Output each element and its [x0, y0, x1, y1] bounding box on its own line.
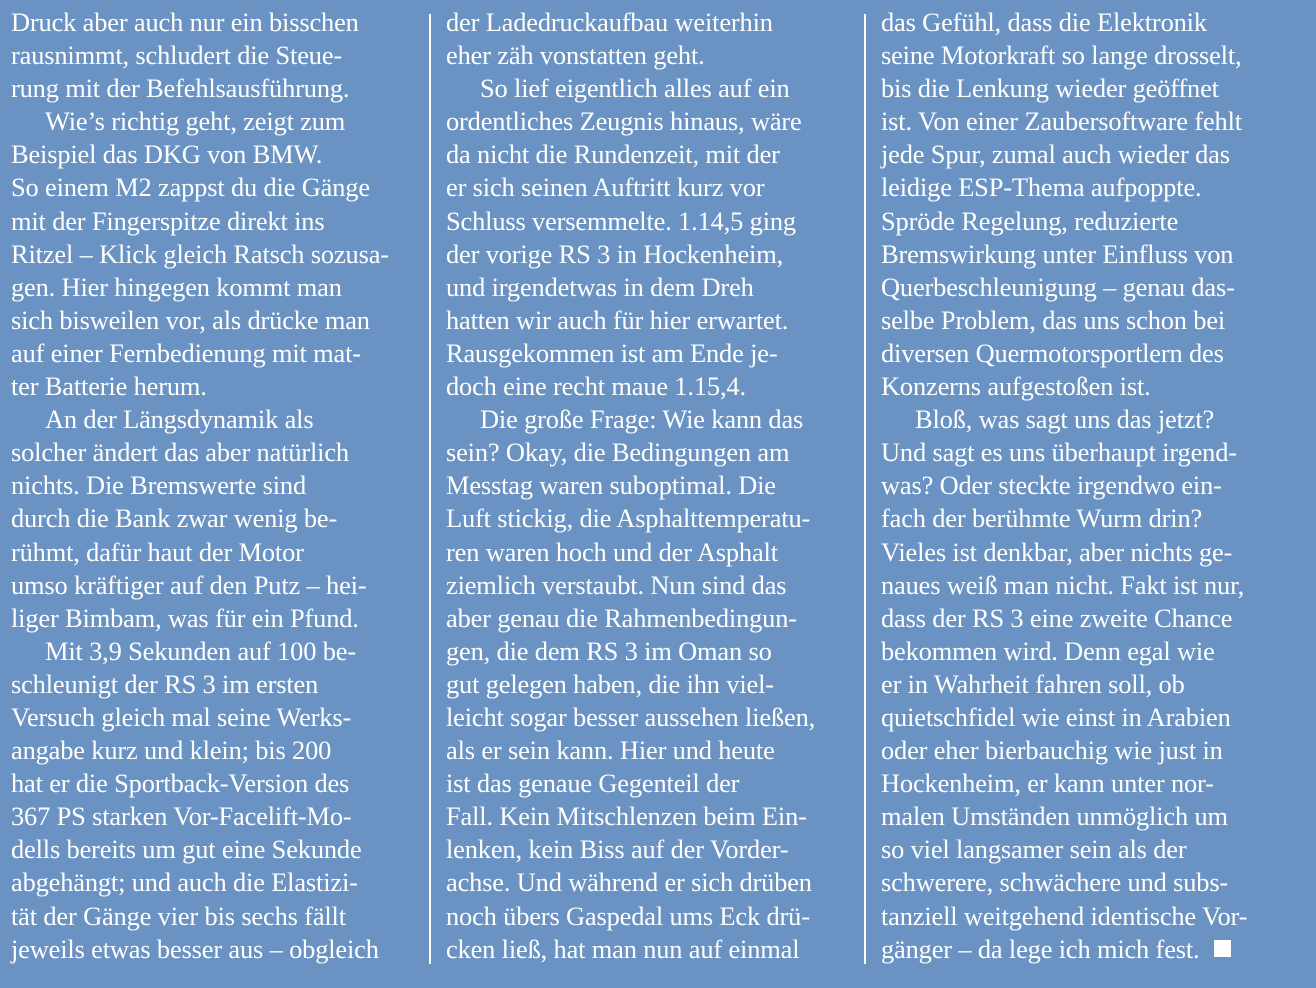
text-line-content: ordentliches Zeugnis hinaus, wäre [446, 106, 802, 137]
text-line [11, 337, 419, 370]
text-line-content: der vorige RS 3 in Hockenheim, [446, 238, 784, 269]
text-line [881, 900, 1289, 933]
text-line-content: schwerere, schwächere und subs- [881, 867, 1229, 898]
text-line-content: lenken, kein Biss auf der Vorder- [446, 834, 789, 865]
text-line [11, 436, 419, 469]
text-line-content: solcher ändert das aber natürlich [11, 437, 349, 468]
text-column-2 [446, 6, 854, 966]
text-line [446, 138, 854, 171]
text-line [446, 105, 854, 138]
text-line-content: leidige ESP-Thema aufpoppte. [881, 172, 1202, 203]
text-line [11, 767, 419, 800]
text-line [881, 536, 1289, 569]
text-line-content: Bremswirkung unter Einfluss von [881, 238, 1234, 269]
text-line-content: Fall. Kein Mitschlenzen beim Ein- [446, 801, 807, 832]
text-line-content: Die große Frage: Wie kann das [480, 404, 804, 435]
text-line-content: abgehängt; und auch die Elastizi- [11, 867, 358, 898]
text-line-content: der Ladedruckaufbau weiterhin [446, 7, 773, 37]
text-line-content: So einem M2 zappst du die Gänge [11, 172, 370, 203]
text-line [11, 833, 419, 866]
text-line [11, 866, 419, 899]
text-line-content: ziemlich verstaubt. Nun sind das [446, 569, 787, 600]
text-line [881, 105, 1289, 138]
text-line [446, 734, 854, 767]
text-line [11, 403, 419, 436]
text-line-content: nichts. Die Bremswerte sind [11, 470, 306, 501]
text-line-content: er in Wahrheit fahren soll, ob [881, 668, 1185, 699]
text-line-content: Mit 3,9 Sekunden auf 100 be- [45, 635, 356, 666]
text-line [881, 602, 1289, 635]
text-line-content: dells bereits um gut eine Sekunde [11, 834, 362, 865]
text-line-content: cken ließ, hat man nun auf einmal [446, 933, 800, 964]
text-line [881, 171, 1289, 204]
text-line [446, 205, 854, 238]
text-line [881, 39, 1289, 72]
text-line-content: gut gelegen haben, die ihn viel- [446, 668, 774, 699]
text-line [446, 933, 854, 966]
text-line-content: naues weiß man nicht. Fakt ist nur, [881, 569, 1245, 600]
text-line [446, 337, 854, 370]
text-line [881, 668, 1289, 701]
text-line-content: liger Bimbam, was für ein Pfund. [11, 602, 359, 633]
text-line-content: Schluss versemmelte. 1.14,5 ging [446, 205, 796, 236]
text-line [446, 238, 854, 271]
text-line [881, 72, 1289, 105]
text-line-content: oder eher bierbauchig wie just in [881, 735, 1223, 766]
text-line [881, 800, 1289, 833]
text-line-content: rausnimmt, schludert die Steue- [11, 40, 343, 71]
text-line-content: Beispiel das DKG von BMW. [11, 139, 323, 170]
text-line [11, 502, 419, 535]
text-line [11, 734, 419, 767]
text-line-content: Wie’s richtig geht, zeigt zum [45, 106, 346, 137]
text-line [881, 138, 1289, 171]
text-line-content: An der Längsdynamik als [45, 404, 314, 435]
text-line [11, 271, 419, 304]
text-line-content: Bloß, was sagt uns das jetzt? [915, 404, 1215, 435]
text-line [446, 171, 854, 204]
text-line-content: So lief eigentlich alles auf ein [480, 73, 790, 104]
text-line-content: quietschfidel wie einst in Arabien [881, 701, 1231, 732]
text-line-content: sich bisweilen vor, als drücke man [11, 304, 370, 335]
text-line [11, 39, 419, 72]
text-line [446, 6, 854, 39]
text-line [446, 370, 854, 403]
text-line [446, 271, 854, 304]
text-line-content: gänger – da lege ich mich fest. [881, 933, 1200, 964]
text-line-content: angabe kurz und klein; bis 200 [11, 735, 332, 766]
text-line-content: rung mit der Befehlsausführung. [11, 73, 350, 104]
text-line-content: als er sein kann. Hier und heute [446, 735, 775, 766]
text-line-content: bekommen wird. Denn egal wie [881, 635, 1215, 666]
text-line-content: Luft stickig, die Asphalttemperatu- [446, 503, 811, 534]
text-column-3 [881, 6, 1289, 966]
text-line-content: leicht sogar besser aussehen ließen, [446, 701, 816, 732]
text-line-content: umso kräftiger auf den Putz – hei- [11, 569, 367, 600]
text-line [11, 205, 419, 238]
text-line [881, 337, 1289, 370]
text-line-content: ter Batterie herum. [11, 371, 207, 402]
text-line-content: doch eine recht maue 1.15,4. [446, 371, 746, 402]
text-line [446, 304, 854, 337]
text-line-content: durch die Bank zwar wenig be- [11, 503, 338, 534]
column-divider-1 [429, 14, 431, 964]
text-line-content: aber genau die Rahmenbedingun- [446, 602, 797, 633]
text-line-content: auf einer Fernbedienung mit mat- [11, 337, 361, 368]
text-line [11, 536, 419, 569]
text-line-content: 367 PS starken Vor-Facelift-Mo- [11, 801, 352, 832]
text-line-content: ren waren hoch und der Asphalt [446, 536, 778, 567]
text-line-content: eher zäh vonstatten geht. [446, 40, 705, 71]
text-line-content: sein? Okay, die Bedingungen am [446, 437, 790, 468]
text-line-content: fach der berühmte Wurm drin? [881, 503, 1203, 534]
text-line [881, 205, 1289, 238]
text-line-content: schleunigt der RS 3 im ersten [11, 668, 319, 699]
text-line [11, 238, 419, 271]
text-line [446, 800, 854, 833]
text-line-content: diversen Quermotorsportlern des [881, 337, 1224, 368]
text-line-content: rühmt, dafür haut der Motor [11, 536, 304, 567]
text-line-content: bis die Lenkung wieder geöffnet [881, 73, 1219, 104]
text-line [881, 833, 1289, 866]
text-line [881, 933, 1289, 966]
text-line [446, 403, 854, 436]
text-line [446, 469, 854, 502]
text-column-1 [11, 6, 419, 966]
text-line [11, 602, 419, 635]
text-line [881, 734, 1289, 767]
text-line-content: tanziell weitgehend identische Vor- [881, 900, 1248, 931]
text-line-content: Hockenheim, er kann unter nor- [881, 768, 1214, 799]
column-divider-2 [864, 14, 866, 964]
text-line [446, 767, 854, 800]
text-line-content: so viel langsamer sein als der [881, 834, 1187, 865]
text-line-content: das Gefühl, dass die Elektronik [881, 7, 1207, 37]
text-line [881, 635, 1289, 668]
text-line-content: Spröde Regelung, reduzierte [881, 205, 1179, 236]
text-line-content: achse. Und während er sich drüben [446, 867, 812, 898]
text-line [446, 72, 854, 105]
text-line [881, 569, 1289, 602]
text-line [881, 701, 1289, 734]
text-line-content: malen Umständen unmöglich um [881, 801, 1228, 832]
text-line [11, 105, 419, 138]
text-line [11, 933, 419, 966]
text-line-content: Konzerns aufgestoßen ist. [881, 371, 1151, 402]
text-line [446, 502, 854, 535]
text-line [881, 6, 1289, 39]
text-line [446, 436, 854, 469]
text-line [881, 238, 1289, 271]
text-line [881, 469, 1289, 502]
text-line-content: gen, die dem RS 3 im Oman so [446, 635, 772, 666]
text-line [11, 72, 419, 105]
text-line-content: Versuch gleich mal seine Werks- [11, 701, 352, 732]
text-line [881, 304, 1289, 337]
text-line [881, 767, 1289, 800]
text-line [446, 668, 854, 701]
text-line-content: tät der Gänge vier bis sechs fällt [11, 900, 346, 931]
text-line [446, 536, 854, 569]
text-line-content: dass der RS 3 eine zweite Chance [881, 602, 1233, 633]
text-line [881, 403, 1289, 436]
text-line [881, 271, 1289, 304]
text-line [11, 304, 419, 337]
text-line-content: mit der Fingerspitze direkt ins [11, 205, 325, 236]
text-line-content: noch übers Gaspedal ums Eck drü- [446, 900, 810, 931]
text-line [11, 138, 419, 171]
text-line-content: hat er die Sportback-Version des [11, 768, 350, 799]
text-line-content: was? Oder steckte irgendwo ein- [881, 470, 1222, 501]
text-line [11, 569, 419, 602]
text-line [11, 370, 419, 403]
text-line-content: Messtag waren suboptimal. Die [446, 470, 776, 501]
text-line-content: seine Motorkraft so lange drosselt, [881, 40, 1242, 71]
text-line-content: Druck aber auch nur ein bisschen [11, 7, 359, 37]
text-line [11, 635, 419, 668]
text-line [11, 469, 419, 502]
text-line [446, 39, 854, 72]
text-line-content: ist. Von einer Zaubersoftware fehlt [881, 106, 1242, 137]
text-line-content: gen. Hier hingegen kommt man [11, 271, 342, 302]
text-line [11, 900, 419, 933]
text-line [881, 866, 1289, 899]
text-line [11, 701, 419, 734]
text-line [446, 569, 854, 602]
text-line-content: Ritzel – Klick gleich Ratsch sozusa- [11, 238, 389, 269]
text-line-content: er sich seinen Auftritt kurz vor [446, 172, 765, 203]
text-line-content: ist das genaue Gegenteil der [446, 768, 740, 799]
text-line-content: Querbeschleunigung – genau das- [881, 271, 1235, 302]
text-line [446, 701, 854, 734]
text-line-content: Vieles ist denkbar, aber nichts ge- [881, 536, 1233, 567]
text-line-content: und irgendetwas in dem Dreh [446, 271, 754, 302]
text-line [11, 171, 419, 204]
text-line [446, 866, 854, 899]
text-line [11, 668, 419, 701]
end-of-article-square-icon [1214, 940, 1231, 957]
text-line [446, 602, 854, 635]
text-line [446, 833, 854, 866]
text-line [446, 900, 854, 933]
text-line [881, 436, 1289, 469]
text-line-content: Rausgekommen ist am Ende je- [446, 337, 778, 368]
text-line [881, 370, 1289, 403]
text-line [11, 6, 419, 39]
text-line-content: jede Spur, zumal auch wieder das [881, 139, 1230, 170]
text-line [446, 635, 854, 668]
text-line-content: Und sagt es uns überhaupt irgend- [881, 437, 1237, 468]
text-line-content: hatten wir auch für hier erwartet. [446, 304, 789, 335]
text-line-content: da nicht die Rundenzeit, mit der [446, 139, 780, 170]
text-line [881, 502, 1289, 535]
text-line [11, 800, 419, 833]
text-line-content: selbe Problem, das uns schon bei [881, 304, 1226, 335]
text-line-content: jeweils etwas besser aus – obgleich [11, 933, 379, 964]
